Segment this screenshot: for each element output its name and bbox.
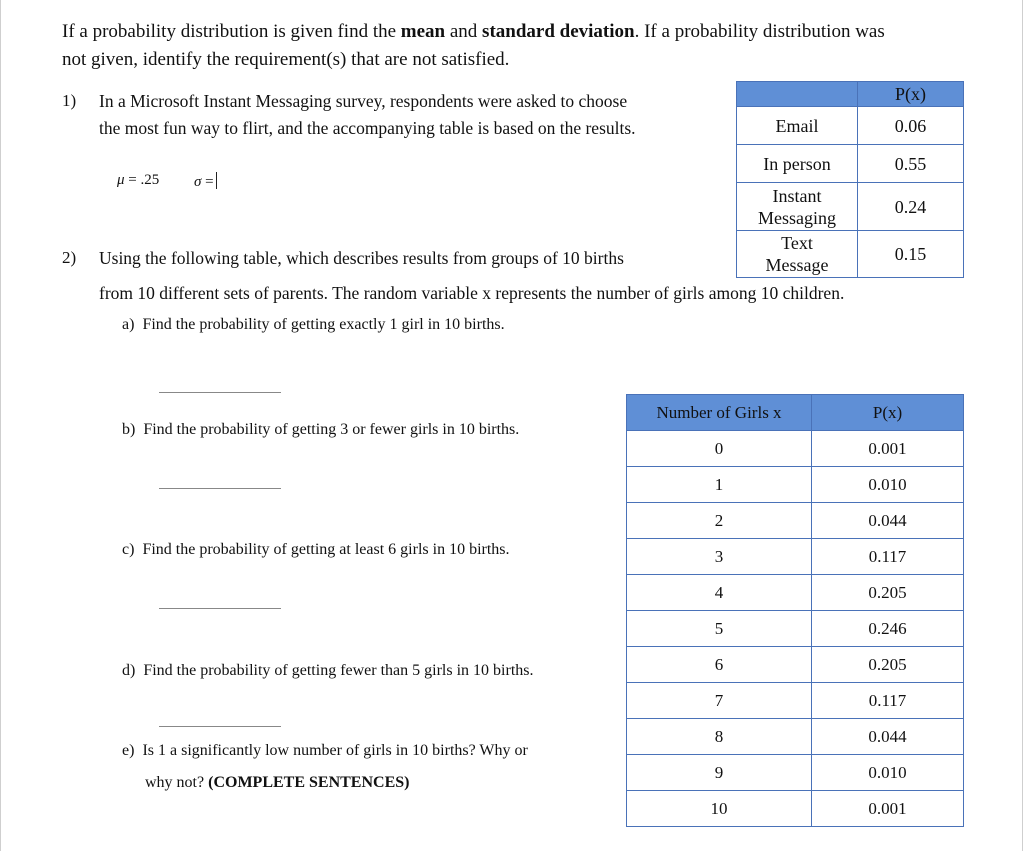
answer-blank-c[interactable] xyxy=(159,608,281,609)
table-row xyxy=(737,145,964,183)
flirt-table-header xyxy=(737,82,964,107)
girls-x: 10 xyxy=(627,791,812,827)
table-row xyxy=(627,539,964,575)
question-1-number: 1) xyxy=(62,91,77,110)
part-d xyxy=(122,662,534,680)
table-row xyxy=(737,107,964,145)
flirt-probability: 0.24 xyxy=(858,183,964,231)
flirt-label: Email xyxy=(737,107,858,145)
flirt-label: Instant Messaging xyxy=(737,183,858,231)
table-row xyxy=(627,611,964,647)
sd-equals: = xyxy=(201,174,214,190)
part-letter: c) xyxy=(122,541,135,558)
part-c xyxy=(122,541,510,559)
part-text: Find the probability of getting 3 or fewer girls in 10 births. xyxy=(143,421,520,438)
girls-x: 0 xyxy=(627,431,812,467)
girls-x: 2 xyxy=(627,503,812,539)
flirt-table-header-blank xyxy=(737,82,858,107)
question-1-line-2: the most fun way to flirt, and the accompanying table is based on the results. xyxy=(99,118,636,138)
girls-x: 8 xyxy=(627,719,812,755)
part-e-line-2 xyxy=(145,774,409,792)
instructions-text: . If a probability distribution was xyxy=(634,21,885,42)
girls-distribution-table xyxy=(626,394,964,827)
answer-blank-d[interactable] xyxy=(159,726,281,727)
instructions-text: If a probability distribution is given find the xyxy=(62,21,401,42)
girls-x: 7 xyxy=(627,683,812,719)
table-row xyxy=(627,575,964,611)
flirt-probability: 0.06 xyxy=(858,107,964,145)
part-text: why not? xyxy=(145,774,209,791)
girls-probability: 0.205 xyxy=(812,575,964,611)
question-1-line-1: In a Microsoft Instant Messaging survey, respondents were asked to choose xyxy=(99,91,628,111)
instructions-line-1 xyxy=(62,18,885,46)
girls-probability: 0.117 xyxy=(812,683,964,719)
part-e xyxy=(122,742,528,760)
girls-x: 4 xyxy=(627,575,812,611)
girls-probability: 0.001 xyxy=(812,431,964,467)
instructions-bold-mean: mean xyxy=(400,21,446,42)
part-text: Find the probability of getting at least 6 girls in 10 births. xyxy=(142,541,510,558)
header-px: P(x) xyxy=(812,395,964,431)
table-row xyxy=(737,183,964,231)
girls-x: 1 xyxy=(627,467,812,503)
girls-probability: 0.044 xyxy=(812,719,964,755)
answer-blank-b[interactable] xyxy=(159,488,281,489)
page-right-edge xyxy=(1022,0,1023,851)
part-text: Find the probability of getting fewer than 5 girls in 10 births. xyxy=(143,662,534,679)
girls-probability: 0.205 xyxy=(812,647,964,683)
mean-value: = .25 xyxy=(124,172,160,188)
question-1-text xyxy=(99,88,636,142)
text-cursor xyxy=(216,172,217,189)
table-row xyxy=(627,467,964,503)
girls-x: 5 xyxy=(627,611,812,647)
question-2-line-2: from 10 different sets of parents. The random variable x represents the number of girls among 10 children. xyxy=(99,283,845,303)
table-row xyxy=(627,503,964,539)
instructions-line-2: not given, identify the requirement(s) that are not satisfied. xyxy=(62,49,510,70)
part-letter: b) xyxy=(122,421,136,438)
sigma-symbol: σ xyxy=(194,174,202,190)
part-letter: a) xyxy=(122,316,135,333)
part-text: Is 1 a significantly low number of girls in 10 births? Why or xyxy=(142,742,528,759)
answer-blank-a[interactable] xyxy=(159,392,281,393)
flirt-label: Text Message xyxy=(737,231,858,278)
instructions-bold-sd: standard deviation xyxy=(482,21,635,42)
table-row xyxy=(627,647,964,683)
instructions-text: and xyxy=(445,21,483,42)
part-a xyxy=(122,316,505,334)
sd-answer-field[interactable] xyxy=(194,172,217,191)
girls-probability: 0.010 xyxy=(812,467,964,503)
flirt-table xyxy=(736,81,964,278)
girls-x: 9 xyxy=(627,755,812,791)
table-row xyxy=(627,791,964,827)
header-number-of-girls: Number of Girls x xyxy=(627,395,812,431)
table-row xyxy=(627,719,964,755)
mean-answer xyxy=(117,172,159,189)
question-2-number: 2) xyxy=(62,248,77,267)
flirt-table-header-px: P(x) xyxy=(858,82,964,107)
table-row xyxy=(627,755,964,791)
girls-x: 3 xyxy=(627,539,812,575)
flirt-label: In person xyxy=(737,145,858,183)
table-row xyxy=(737,231,964,278)
part-letter: e) xyxy=(122,742,135,759)
table-row xyxy=(627,683,964,719)
girls-probability: 0.001 xyxy=(812,791,964,827)
table-row xyxy=(627,431,964,467)
mu-symbol: μ xyxy=(117,172,125,188)
girls-table-header xyxy=(627,395,964,431)
girls-probability: 0.117 xyxy=(812,539,964,575)
complete-sentences-note: (COMPLETE SENTENCES) xyxy=(208,774,410,791)
girls-probability: 0.246 xyxy=(812,611,964,647)
part-letter: d) xyxy=(122,662,136,679)
girls-probability: 0.010 xyxy=(812,755,964,791)
girls-x: 6 xyxy=(627,647,812,683)
question-2-line-1: Using the following table, which describes results from groups of 10 births xyxy=(99,248,624,268)
part-text: Find the probability of getting exactly 1 girl in 10 births. xyxy=(142,316,505,333)
flirt-probability: 0.55 xyxy=(858,145,964,183)
page-left-edge xyxy=(0,0,1,851)
part-b xyxy=(122,421,519,439)
flirt-probability: 0.15 xyxy=(858,231,964,278)
instructions xyxy=(62,18,885,74)
girls-probability: 0.044 xyxy=(812,503,964,539)
